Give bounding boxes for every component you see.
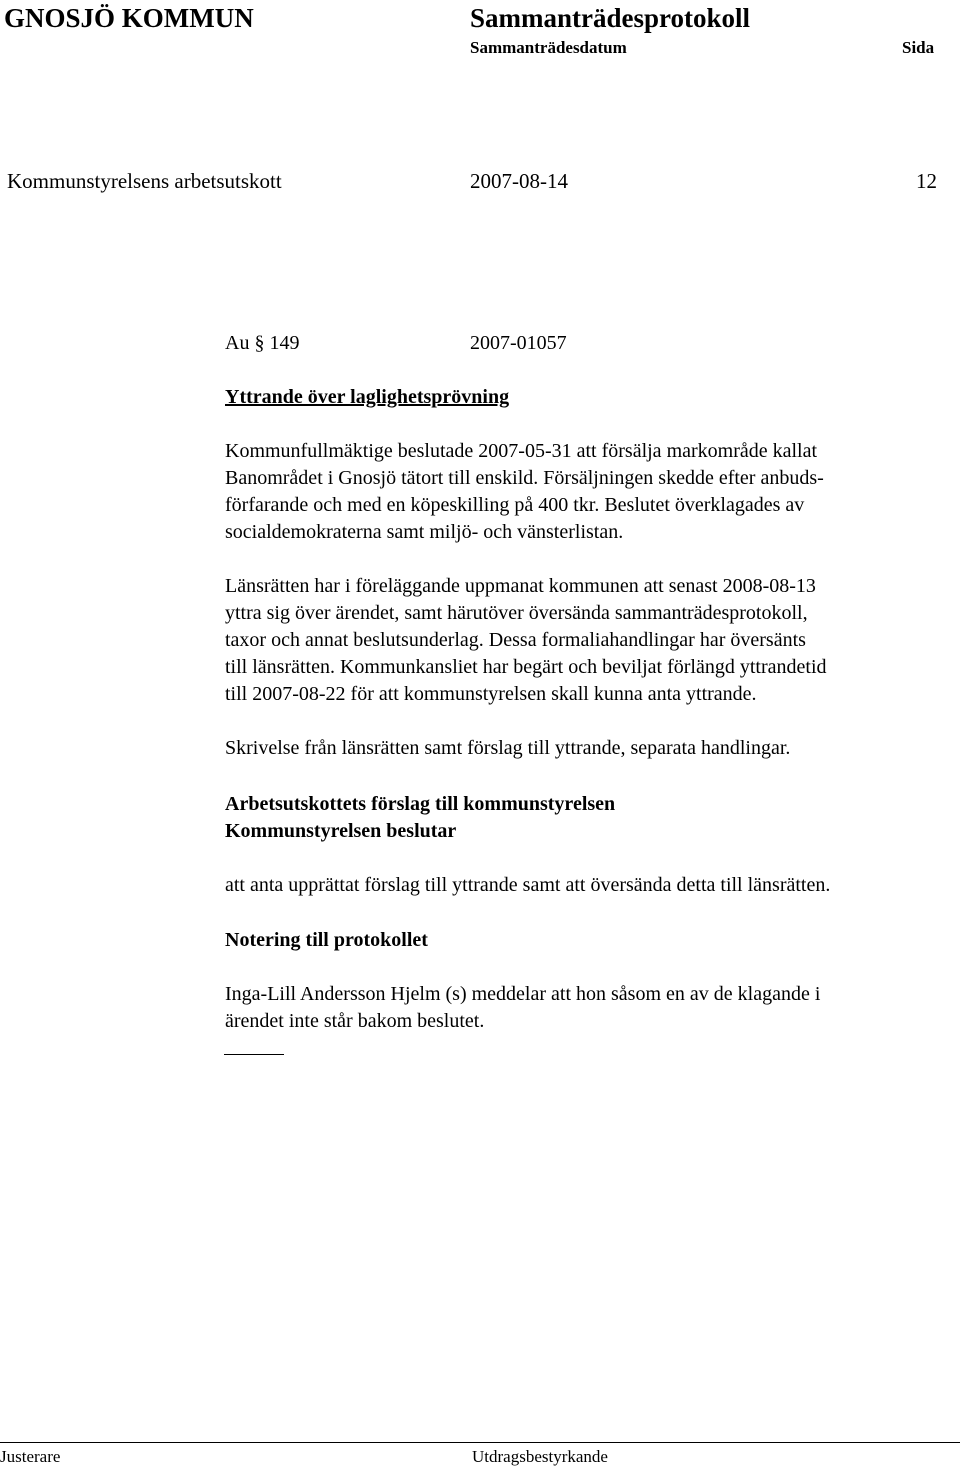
page-label: Sida (902, 38, 935, 57)
decision-text: att anta upprättat förslag till yttrande samt att översända detta till länsrätten. (225, 874, 831, 896)
text-line: taxor och annat beslutsunderlag. Dessa formaliahandlingar har översänts (225, 629, 806, 651)
body-paragraph (225, 438, 945, 546)
footer-utdragsbestyrkande: Utdragsbestyrkande (472, 1447, 608, 1466)
case-number: 2007-01057 (470, 332, 567, 354)
text-line: Kommunfullmäktige beslutade 2007-05-31 att försälja markområde kallat (225, 440, 818, 462)
text-line: Skrivelse från länsrätten samt förslag till yttrande, separata handlingar. (225, 737, 791, 759)
proposal-heading: Arbetsutskottets förslag till kommunstyrelsen (225, 793, 616, 815)
meeting-date: 2007-08-14 (470, 169, 568, 193)
note-paragraph (225, 981, 945, 1035)
footer-rule (0, 1442, 960, 1443)
text-line: yttra sig över ärendet, samt härutöver översända sammanträdesprotokoll, (225, 602, 808, 624)
section-sign: § (254, 332, 265, 354)
page-number: 12 (916, 169, 937, 193)
text-line: socialdemokraterna samt miljö- och vänsterlistan. (225, 521, 624, 543)
paragraph-prefix: Au (225, 332, 250, 354)
meeting-date-label: Sammanträdesdatum (470, 38, 627, 57)
paragraph-reference (225, 330, 299, 357)
municipality-name: GNOSJÖ KOMMUN (4, 3, 254, 33)
body-paragraph (225, 735, 945, 762)
text-line: till 2007-08-22 för att kommunstyrelsen skall kunna anta yttrande. (225, 683, 757, 705)
text-line: ärendet inte står bakom beslutet. (225, 1010, 485, 1032)
footer-justerare: Justerare (0, 1447, 61, 1466)
text-line: förfarande och med en köpeskilling på 400 tkr. Beslutet överklagades av (225, 494, 805, 516)
text-line: Länsrätten har i föreläggande uppmanat kommunen att senast 2008-08-13 (225, 575, 816, 597)
text-line: Banområdet i Gnosjö tätort till enskild. Försäljningen skedde efter anbuds- (225, 467, 824, 489)
body-paragraph (225, 573, 945, 708)
document-type-title: Sammanträdesprotokoll (470, 3, 751, 33)
note-heading: Notering till protokollet (225, 929, 428, 951)
committee-name: Kommunstyrelsens arbetsutskott (7, 169, 282, 193)
decision-heading: Kommunstyrelsen beslutar (225, 820, 457, 842)
paragraph-number: 149 (269, 332, 300, 354)
item-title: Yttrande över laglighetsprövning (225, 386, 510, 408)
end-rule (224, 1054, 284, 1055)
text-line: till länsrätten. Kommunkansliet har begärt och beviljat förlängd yttrandetid (225, 656, 827, 678)
text-line: Inga-Lill Andersson Hjelm (s) meddelar att hon såsom en av de klagande i (225, 983, 821, 1005)
